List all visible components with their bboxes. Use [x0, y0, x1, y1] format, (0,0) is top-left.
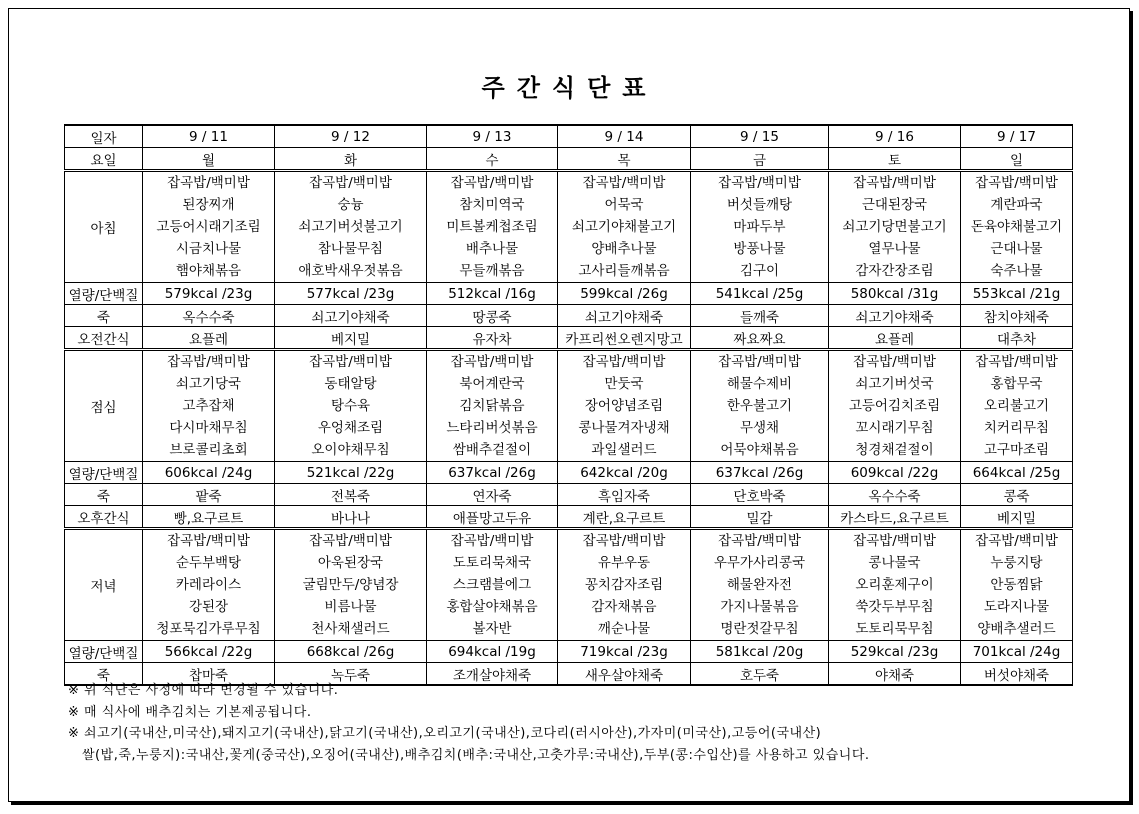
- date-cell: 9 / 17: [961, 125, 1073, 148]
- extra-cell: 땅콩죽: [427, 305, 558, 327]
- menu-table: [64, 124, 1073, 686]
- day-cell: 월: [143, 148, 275, 171]
- meal-cell: [691, 350, 829, 462]
- extra-cell: 흑임자죽: [558, 484, 691, 506]
- extra-cell-row: [65, 327, 1073, 350]
- row-label: 일자: [65, 125, 143, 148]
- dish-item: 감자채볶음: [591, 599, 657, 615]
- meal-cell: [829, 171, 961, 283]
- dish-item: 고등어김치조림: [848, 398, 941, 414]
- dish-item: 쑥갓두부무침: [855, 599, 934, 615]
- calorie-cell: 566kcal /22g: [143, 641, 275, 663]
- dish-item: 브로콜리초회: [169, 442, 248, 458]
- row-label: 열량/단백질: [65, 462, 143, 484]
- calorie-cell-row: [65, 283, 1073, 305]
- extra-cell: 요플레: [143, 327, 275, 350]
- calorie-cell: 719kcal /23g: [558, 641, 691, 663]
- row-label: 오전간식: [65, 327, 143, 350]
- dish-item: 볼자반: [472, 621, 512, 637]
- dish-item: 잡곡밥/백미밥: [718, 533, 801, 549]
- dish-item: 고추잡채: [182, 398, 235, 414]
- dish-item: 방풍나물: [733, 241, 786, 257]
- dish-item: 잡곡밥/백미밥: [309, 533, 392, 549]
- row-label: 죽: [65, 484, 143, 506]
- dish-item: 버섯들깨탕: [726, 197, 793, 213]
- calorie-cell: 581kcal /20g: [691, 641, 829, 663]
- dish-item: 쇠고기당면불고기: [842, 219, 947, 235]
- extra-cell: 호두죽: [691, 663, 829, 686]
- calorie-cell-row: [65, 462, 1073, 484]
- extra-cell: 밀감: [691, 506, 829, 529]
- dish-item: 어묵국: [604, 197, 644, 213]
- dish-item: 도토리묵무침: [855, 621, 934, 637]
- dish-item: 우엉채조림: [317, 420, 384, 436]
- calorie-cell: 609kcal /22g: [829, 462, 961, 484]
- dish-item: 배추나물: [465, 241, 519, 257]
- dish-item: 잡곡밥/백미밥: [167, 533, 250, 549]
- dish-item: 김구이: [739, 263, 780, 279]
- calorie-cell: 512kcal /16g: [427, 283, 558, 305]
- extra-cell-row: [65, 305, 1073, 327]
- dish-item: 잡곡밥/백미밥: [450, 354, 534, 370]
- meal-cell: [691, 529, 829, 641]
- date-cell: 9 / 14: [558, 125, 691, 148]
- extra-cell: 계란,요구르트: [558, 506, 691, 529]
- dish-item: 양배추샐러드: [977, 621, 1056, 637]
- extra-cell-row: [65, 506, 1073, 529]
- row-label: 오후간식: [65, 506, 143, 529]
- extra-cell: 옥수수죽: [829, 484, 961, 506]
- calorie-cell: 701kcal /24g: [961, 641, 1073, 663]
- dish-item: 한우불고기: [726, 398, 793, 414]
- meal-cell: [961, 171, 1073, 283]
- extra-cell: 옥수수죽: [143, 305, 275, 327]
- dish-item: 느타리버섯볶음: [446, 420, 538, 436]
- extra-cell: 쇠고기야채죽: [829, 305, 961, 327]
- dish-item: 꽁치감자조림: [584, 577, 664, 593]
- dish-item: 잡곡밥/백미밥: [582, 533, 666, 549]
- meal-row: [65, 350, 1073, 462]
- dish-item: 돈육야채불고기: [970, 219, 1063, 235]
- dish-item: 동태알탕: [324, 376, 377, 392]
- dish-item: 잡곡밥/백미밥: [975, 175, 1058, 191]
- meal-label: 점심: [65, 350, 143, 462]
- calorie-cell: 668kcal /26g: [275, 641, 427, 663]
- date-cell: 9 / 11: [143, 125, 275, 148]
- calorie-cell: 580kcal /31g: [829, 283, 961, 305]
- calorie-cell-row: [65, 641, 1073, 663]
- dish-item: 숙주나물: [990, 263, 1043, 279]
- extra-cell: 쇠고기야채죽: [275, 305, 427, 327]
- extra-cell: 유자차: [427, 327, 558, 350]
- meal-cell: [275, 529, 427, 641]
- dish-item: 가지나물볶음: [720, 599, 799, 615]
- dish-item: 고구마조림: [983, 442, 1050, 458]
- day-cell-row: [65, 148, 1073, 171]
- dish-item: 누룽지탕: [990, 555, 1043, 571]
- meal-cell: [143, 350, 275, 462]
- dish-item: 청포묵김가루무침: [156, 621, 261, 637]
- dish-item: 된장찌개: [182, 197, 235, 213]
- extra-cell: 애플망고두유: [427, 506, 558, 529]
- dish-item: 잡곡밥/백미밥: [582, 175, 666, 191]
- extra-cell: 팥죽: [143, 484, 275, 506]
- meal-cell: [558, 529, 691, 641]
- dish-item: 근대된장국: [861, 197, 928, 213]
- calorie-cell: 606kcal /24g: [143, 462, 275, 484]
- meal-label: 저녁: [65, 529, 143, 641]
- extra-cell: 들깨죽: [691, 305, 829, 327]
- dish-item: 잡곡밥/백미밥: [450, 175, 534, 191]
- note-line: ※ 매 식사에 배추김치는 기본제공됩니다.: [68, 704, 312, 720]
- calorie-cell: 637kcal /26g: [691, 462, 829, 484]
- meal-label: 아침: [65, 171, 143, 283]
- calorie-cell: 599kcal /26g: [558, 283, 691, 305]
- dish-item: 계란파국: [990, 197, 1043, 213]
- meal-cell: [829, 529, 961, 641]
- dish-item: 근대나물: [990, 241, 1043, 257]
- dish-item: 과일샐러드: [591, 442, 657, 458]
- dish-item: 오리훈제구이: [855, 577, 934, 593]
- dish-item: 잡곡밥/백미밥: [167, 175, 250, 191]
- extra-cell: 녹두죽: [275, 663, 427, 686]
- dish-item: 아욱된장국: [317, 555, 384, 571]
- dish-item: 마파두부: [733, 219, 786, 235]
- dish-item: 잡곡밥/백미밥: [309, 354, 392, 370]
- dish-item: 잡곡밥/백미밥: [450, 533, 534, 549]
- extra-cell: 쇠고기야채죽: [558, 305, 691, 327]
- dish-item: 스크램블에그: [452, 577, 532, 593]
- dish-item: 북어계란국: [459, 376, 525, 392]
- dish-item: 햄야채볶음: [175, 263, 242, 279]
- dish-item: 명란젓갈무침: [720, 621, 799, 637]
- dish-item: 참치미역국: [459, 197, 525, 213]
- extra-cell: 조개살야채죽: [427, 663, 558, 686]
- day-cell: 일: [961, 148, 1073, 171]
- dish-item: 굴림만두/양념장: [302, 577, 399, 593]
- extra-cell-row: [65, 484, 1073, 506]
- dish-item: 고사리들깨볶음: [578, 263, 670, 279]
- date-cell-row: [65, 125, 1073, 148]
- meal-row: [65, 171, 1073, 283]
- dish-item: 도토리묵채국: [452, 555, 532, 571]
- dish-item: 미트볼케첩조림: [446, 219, 538, 235]
- meal-cell: [275, 171, 427, 283]
- dish-item: 잡곡밥/백미밥: [582, 354, 666, 370]
- dish-item: 쌈배추겉절이: [452, 442, 532, 458]
- dish-item: 홍합살야채볶음: [446, 599, 538, 615]
- dish-item: 잡곡밥/백미밥: [718, 175, 801, 191]
- calorie-cell: 521kcal /22g: [275, 462, 427, 484]
- row-label: 열량/단백질: [65, 283, 143, 305]
- calorie-cell: 577kcal /23g: [275, 283, 427, 305]
- dish-item: 쇠고기당국: [175, 376, 242, 392]
- day-cell: 금: [691, 148, 829, 171]
- day-cell: 화: [275, 148, 427, 171]
- row-label: 요일: [65, 148, 143, 171]
- dish-item: 오이야채무침: [311, 442, 390, 458]
- meal-cell: [143, 529, 275, 641]
- extra-cell: 연자죽: [427, 484, 558, 506]
- dish-item: 숭늉: [337, 197, 364, 213]
- meal-cell: [143, 171, 275, 283]
- extra-cell: 짜요짜요: [691, 327, 829, 350]
- dish-item: 시금치나물: [175, 241, 242, 257]
- dish-item: 쇠고기버섯불고기: [298, 219, 403, 235]
- dish-item: 유부우동: [597, 555, 651, 571]
- date-cell: 9 / 15: [691, 125, 829, 148]
- date-cell: 9 / 16: [829, 125, 961, 148]
- row-label: 죽: [65, 663, 143, 686]
- extra-cell: 찹마죽: [143, 663, 275, 686]
- extra-cell: 대추차: [961, 327, 1073, 350]
- dish-item: 홍합무국: [990, 376, 1043, 392]
- day-cell: 토: [829, 148, 961, 171]
- meal-cell: [961, 529, 1073, 641]
- calorie-cell: 579kcal /23g: [143, 283, 275, 305]
- dish-item: 치커리무침: [983, 420, 1050, 436]
- calorie-cell: 553kcal /21g: [961, 283, 1073, 305]
- dish-item: 김치닭볶음: [459, 398, 525, 414]
- extra-cell: 단호박죽: [691, 484, 829, 506]
- dish-item: 카레라이스: [175, 577, 242, 593]
- extra-cell: 콩죽: [961, 484, 1073, 506]
- dish-item: 열무나물: [868, 241, 921, 257]
- calorie-cell: 694kcal /19g: [427, 641, 558, 663]
- dish-item: 잡곡밥/백미밥: [975, 533, 1058, 549]
- notes: [68, 680, 870, 766]
- note-line: 쌀(밥,죽,누룽지):국내산,꽃게(중국산),오징어(국내산),배추김치(배추:국내산,고춧가루:국내산),두부(콩:수입산)를 사용하고 있습니다.: [82, 747, 870, 763]
- dish-item: 감자간장조림: [855, 263, 934, 279]
- calorie-cell: 642kcal /20g: [558, 462, 691, 484]
- dish-item: 고등어시래기조림: [156, 219, 261, 235]
- dish-item: 잡곡밥/백미밥: [853, 533, 936, 549]
- dish-item: 비름나물: [324, 599, 377, 615]
- calorie-cell: 664kcal /25g: [961, 462, 1073, 484]
- dish-item: 잡곡밥/백미밥: [853, 175, 936, 191]
- calorie-cell: 529kcal /23g: [829, 641, 961, 663]
- dish-item: 잡곡밥/백미밥: [309, 175, 392, 191]
- dish-item: 잡곡밥/백미밥: [853, 354, 936, 370]
- dish-item: 잡곡밥/백미밥: [167, 354, 250, 370]
- meal-cell: [829, 350, 961, 462]
- extra-cell: 전복죽: [275, 484, 427, 506]
- dish-item: 도라지나물: [983, 599, 1050, 615]
- meal-cell: [558, 171, 691, 283]
- calorie-cell: 541kcal /25g: [691, 283, 829, 305]
- dish-item: 다시마채무침: [169, 420, 248, 436]
- dish-item: 해물완자전: [726, 577, 793, 593]
- row-label: 열량/단백질: [65, 641, 143, 663]
- meal-cell: [691, 171, 829, 283]
- dish-item: 꼬시래기무침: [855, 420, 934, 436]
- dish-item: 탕수육: [330, 398, 371, 414]
- dish-item: 장어양념조림: [584, 398, 664, 414]
- day-cell: 수: [427, 148, 558, 171]
- dish-item: 어묵야채볶음: [720, 442, 799, 458]
- dish-item: 잡곡밥/백미밥: [718, 354, 801, 370]
- extra-cell: 새우살야채죽: [558, 663, 691, 686]
- extra-cell: 카프리썬오렌지망고: [558, 327, 691, 350]
- meal-cell: [961, 350, 1073, 462]
- extra-cell: 베지밀: [275, 327, 427, 350]
- dish-item: 애호박새우젓볶음: [298, 263, 403, 279]
- meal-cell: [275, 350, 427, 462]
- date-cell: 9 / 13: [427, 125, 558, 148]
- dish-item: 깨순나물: [597, 621, 651, 637]
- dish-item: 우무가사리콩국: [713, 555, 806, 571]
- extra-cell: 바나나: [275, 506, 427, 529]
- extra-cell: 카스타드,요구르트: [829, 506, 961, 529]
- note-line: ※ 위 식단은 사정에 따라 변경될 수 있습니다.: [68, 683, 339, 698]
- dish-item: 콩나물겨자냉채: [578, 420, 670, 436]
- extra-cell: 야채죽: [829, 663, 961, 686]
- meal-cell: [427, 350, 558, 462]
- extra-cell: 빵,요구르트: [143, 506, 275, 529]
- extra-cell: 요플레: [829, 327, 961, 350]
- extra-cell: 베지밀: [961, 506, 1073, 529]
- date-cell: 9 / 12: [275, 125, 427, 148]
- note-line: ※ 쇠고기(국내산,미국산),돼지고기(국내산),닭고기(국내산),오리고기(국내산),코다리(러시아산),가자미(미국산),고등어(국내산): [68, 726, 822, 741]
- dish-item: 강된장: [188, 599, 229, 615]
- dish-item: 참나물무침: [317, 241, 384, 257]
- dish-item: 무생채: [739, 420, 780, 436]
- dish-item: 천사채샐러드: [311, 621, 390, 637]
- dish-item: 만둣국: [604, 376, 644, 392]
- dish-item: 무들깨볶음: [459, 263, 525, 279]
- dish-item: 콩나물국: [868, 555, 921, 571]
- dish-item: 순두부백탕: [175, 555, 242, 571]
- dish-item: 청경채겉절이: [855, 442, 934, 458]
- calorie-cell: 637kcal /26g: [427, 462, 558, 484]
- extra-cell: 참치야채죽: [961, 305, 1073, 327]
- dish-item: 쇠고기버섯국: [855, 376, 934, 392]
- meal-cell: [427, 529, 558, 641]
- meal-cell: [558, 350, 691, 462]
- dish-item: 잡곡밥/백미밥: [975, 354, 1058, 370]
- dish-item: 오리불고기: [983, 398, 1050, 414]
- extra-cell: 버섯야채죽: [961, 663, 1073, 686]
- dish-item: 쇠고기야채불고기: [571, 219, 677, 235]
- dish-item: 양배추나물: [591, 241, 657, 257]
- meal-cell: [427, 171, 558, 283]
- meal-row: [65, 529, 1073, 641]
- dish-item: 안동찜닭: [990, 577, 1043, 593]
- dish-item: 해물수제비: [726, 376, 793, 392]
- day-cell: 목: [558, 148, 691, 171]
- row-label: 죽: [65, 305, 143, 327]
- page-title: 주간식단표: [481, 74, 658, 102]
